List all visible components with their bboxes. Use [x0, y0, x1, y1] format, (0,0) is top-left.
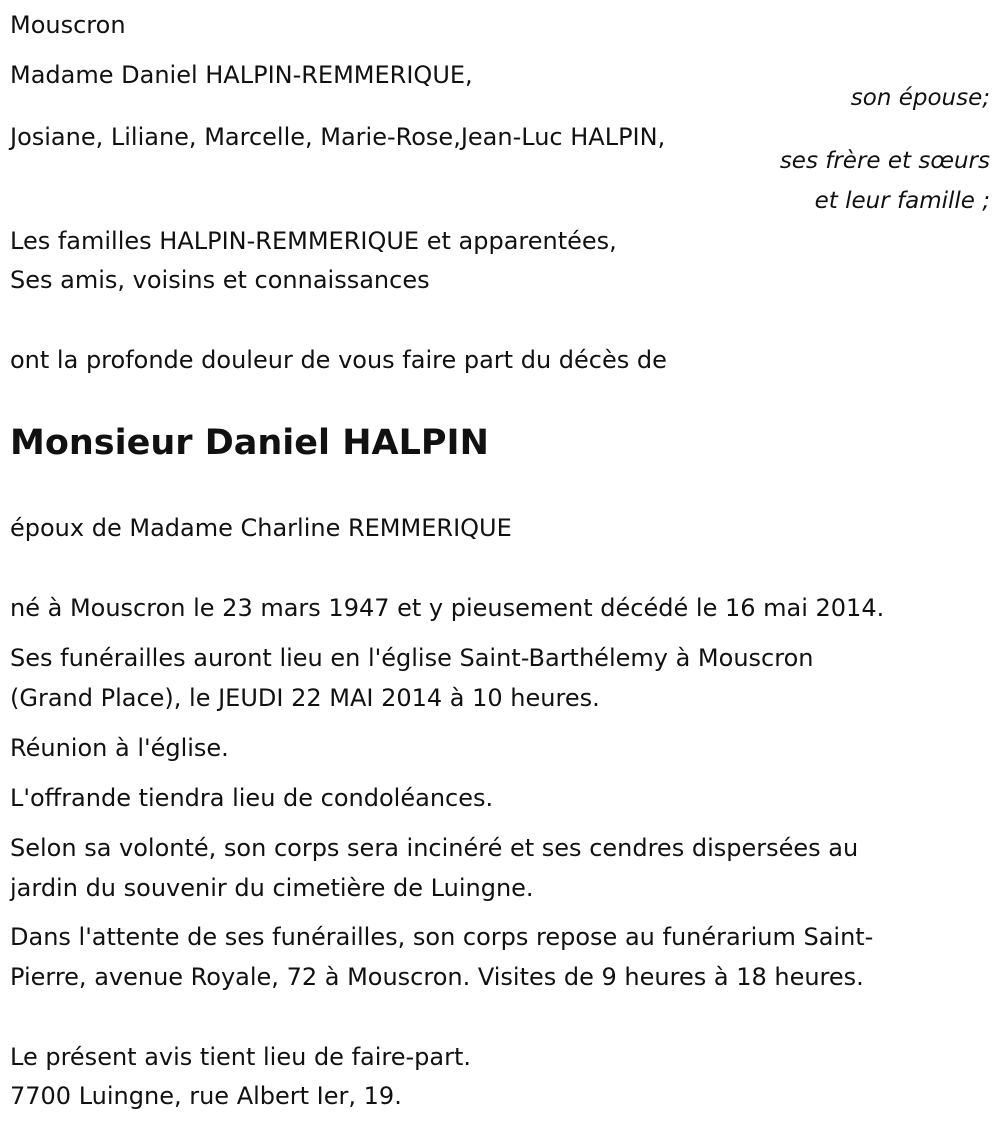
- spouse-of-line: époux de Madame Charline REMMERIQUE: [10, 514, 512, 542]
- wish-line-2: jardin du souvenir du cimetière de Luingne.: [10, 874, 534, 902]
- announcement-intro: ont la profonde douleur de vous faire part du décès de: [10, 346, 667, 374]
- spouse-relation: son épouse;: [850, 85, 990, 111]
- deceased-name: Monsieur Daniel HALPIN: [10, 423, 489, 463]
- spouse-name: Madame Daniel HALPIN-REMMERIQUE,: [10, 61, 473, 89]
- friends-line: Ses amis, voisins et connaissances: [10, 266, 430, 294]
- funeral-line-2: (Grand Place), le JEUDI 22 MAI 2014 à 10 heures.: [10, 684, 600, 712]
- birth-death-line: né à Mouscron le 23 mars 1947 et y pieusement décédé le 16 mai 2014.: [10, 594, 885, 622]
- siblings-relation-line-1: ses frère et sœurs: [779, 148, 990, 174]
- offering-line: L'offrande tiendra lieu de condoléances.: [10, 784, 494, 812]
- meeting-line: Réunion à l'église.: [10, 734, 229, 762]
- wish-line-1: Selon sa volonté, son corps sera incinéré et ses cendres dispersées au: [10, 834, 859, 862]
- rest-line-2: Pierre, avenue Royale, 72 à Mouscron. Visites de 9 heures à 18 heures.: [10, 963, 864, 991]
- rest-line-1: Dans l'attente de ses funérailles, son corps repose au funérarium Saint-: [10, 923, 874, 951]
- families-line: Les familles HALPIN-REMMERIQUE et apparentées,: [10, 227, 617, 255]
- notice-line: Le présent avis tient lieu de faire-part.: [10, 1043, 472, 1071]
- city-heading: Mouscron: [10, 11, 126, 39]
- address-line: 7700 Luingne, rue Albert Ier, 19.: [10, 1082, 402, 1110]
- funeral-line-1: Ses funérailles auront lieu en l'église Saint-Barthélemy à Mouscron: [10, 644, 814, 672]
- siblings-names: Josiane, Liliane, Marcelle, Marie-Rose,Jean-Luc HALPIN,: [10, 123, 666, 151]
- siblings-relation-line-2: et leur famille ;: [814, 188, 990, 214]
